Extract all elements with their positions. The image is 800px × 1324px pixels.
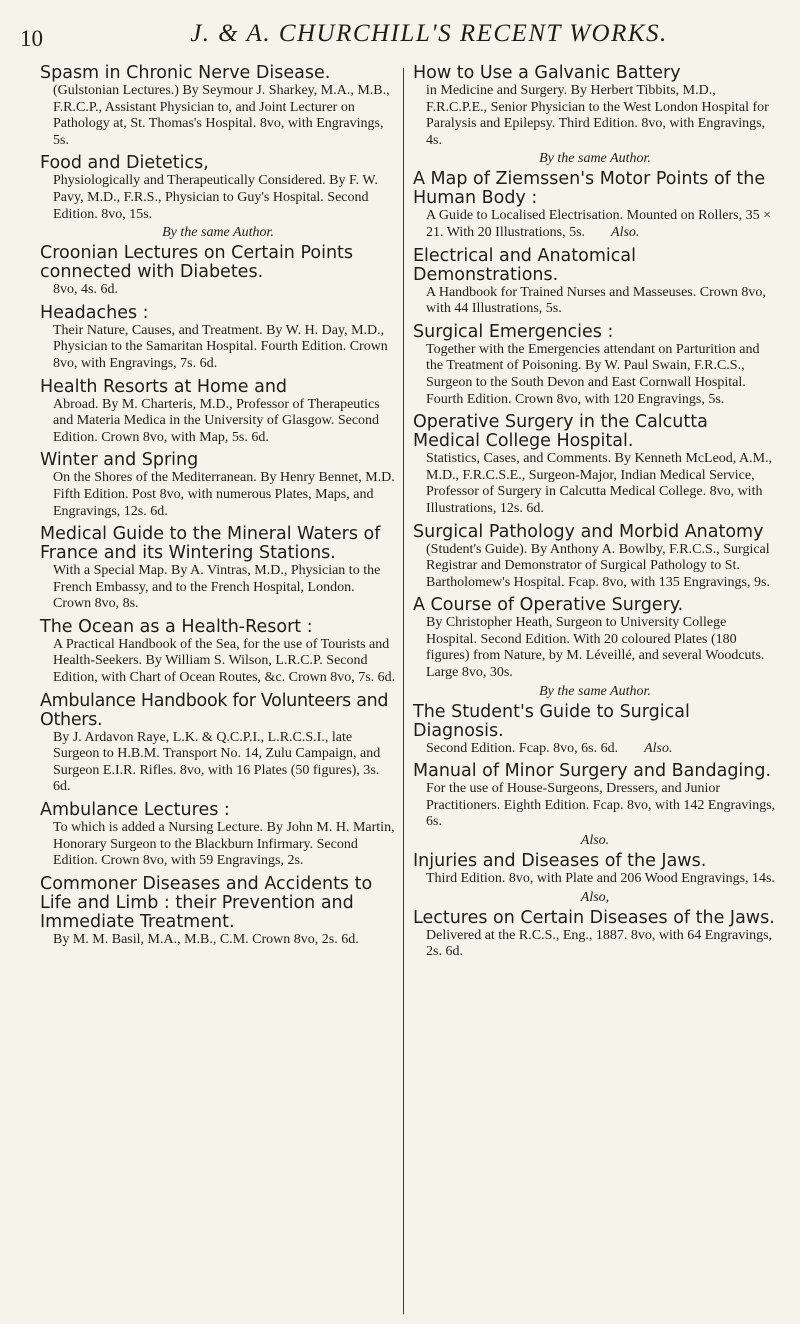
book-description: For the use of House-Surgeons, Dressers, and Junior Practitioners. Eighth Edition. Fcap. 8vo, with 142 Engravings, 6s. <box>426 781 776 830</box>
book-title: A Course of Operative Surgery. <box>413 595 684 616</box>
book-title: The Student's Guide to Surgical Diagnosis. <box>413 701 690 741</box>
book-description: (Gulstonian Lectures.) By Seymour J. Sharkey, M.A., M.B., F.R.C.P., Assistant Physician to, and Joint Lecturer on Pathology at, St. Thomas's Hospital. 8vo, with Engravings, 5s. <box>53 83 390 148</box>
book-entry <box>40 304 396 373</box>
book-title: Commoner Diseases and Accidents to Life and Limb : their Prevention and Immediate Treatment. <box>40 873 373 932</box>
book-title: Croonian Lectures on Certain Points connected with Diabetes. <box>40 243 354 283</box>
book-title: Operative Surgery in the Calcutta Medical College Hospital. <box>413 412 708 452</box>
book-entry <box>40 154 396 242</box>
book-description: (Student's Guide). By Anthony A. Bowlby, F.R.C.S., Surgical Registrar and Demonstrator of Surgical Pathology to St. Bartholomew's Hospital. Fcap. 8vo, with 135 Engravings, 9s. <box>426 541 770 590</box>
book-description: By M. M. Basil, M.A., M.B., C.M. Crown 8vo, 2s. 6d. <box>53 931 359 947</box>
book-description: Delivered at the R.C.S., Eng., 1887. 8vo, with 64 Engravings, 2s. 6d. <box>426 927 773 960</box>
book-entry <box>40 64 396 149</box>
book-entry <box>413 170 777 241</box>
book-description: A Practical Handbook of the Sea, for the use of Tourists and Health-Seekers. By William S. Wilson, L.R.C.P. Second Edition, with Chart of Ocean Routes, &c. Crown 8vo, 7s. 6d. <box>53 636 396 686</box>
book-description <box>426 741 777 758</box>
same-author-note: By the same Author. <box>539 151 651 167</box>
book-entry <box>413 64 777 168</box>
also-note: Also, <box>580 889 610 905</box>
book-entry <box>40 875 396 949</box>
book-description: in Medicine and Surgery. By Herbert Tibbits, M.D., F.R.C.P.E., Senior Physician to the West London Hospital for Paralysis and Epilepsy. Third Edition. 8vo, with Engravings, 4s. <box>426 83 769 148</box>
book-description-text: A Guide to Localised Electrisation. Mounted on Rollers, 35 × 21. With 20 Illustrations, 5s. <box>426 208 772 240</box>
same-author-note: By the same Author. <box>162 225 274 241</box>
book-description: Together with the Emergencies attendant on Parturition and the Treatment of Poisoning. By W. Paul Swain, F.R.C.S., Surgeon to the South Devon and East Cornwall Hospital. Fourth Edition. Crown 8vo, with 120 Engravings, 5s. <box>426 341 760 407</box>
book-entry <box>40 692 396 796</box>
book-entry <box>413 852 777 907</box>
book-entry <box>413 323 777 408</box>
book-entry <box>40 451 396 520</box>
column-divider <box>403 68 404 1314</box>
book-title: Headaches : <box>40 302 149 323</box>
also-note: Also. <box>580 833 610 849</box>
page-number: 10 <box>20 26 43 51</box>
book-title: Spasm in Chronic Nerve Disease. <box>40 63 331 83</box>
book-description-text: Second Edition. Fcap. 8vo, 6s. 6d. <box>426 740 619 756</box>
book-title: Food and Dietetics, <box>40 153 209 174</box>
book-description: 8vo, 4s. 6d. <box>53 282 118 298</box>
book-description: By J. Ardavon Raye, L.K. & Q.C.P.I., L.R.C.S.I., late Surgeon to H.B.M. Transport No. 14, Zulu Campaign, and Surgeon E.I.R. Rifles. 8vo, with 16 Plates (50 figures), 3s. 6d. <box>53 729 381 795</box>
book-title: Injuries and Diseases of the Jaws. <box>413 851 707 872</box>
book-entry <box>413 413 777 517</box>
book-entry <box>40 525 396 613</box>
also-note: Also. <box>644 740 673 756</box>
book-description <box>426 208 777 241</box>
book-title: Surgical Emergencies : <box>413 321 614 342</box>
book-title: Winter and Spring <box>40 450 199 471</box>
book-description: By Christopher Heath, Surgeon to University College Hospital. Second Edition. With 20 coloured Plates (180 figures) from Nature, by M. Léveillé, and several Woodcuts. Large 8vo, 30s. <box>426 615 765 681</box>
book-description: Statistics, Cases, and Comments. By Kenneth McLeod, A.M., M.D., F.R.C.S.E., Surgeon-Major, Indian Medical Service, Professor of Surgery in Calcutta Medical College. 8vo, with Illustrations, 12s. 6d. <box>426 451 773 516</box>
book-entry <box>413 596 777 700</box>
book-entry <box>413 703 777 758</box>
also-note: Also. <box>611 224 640 240</box>
book-title: The Ocean as a Health-Resort : <box>40 616 313 637</box>
book-title: Electrical and Anatomical Demonstrations. <box>413 245 636 285</box>
book-entry <box>40 801 396 870</box>
book-description: Physiologically and Therapeutically Considered. By F. W. Pavy, M.D., F.R.S., Physician to Guy's Hospital. Second Edition. 8vo, 15s. <box>53 173 378 222</box>
book-entry <box>413 523 777 592</box>
book-description: Third Edition. 8vo, with Plate and 206 Wood Engravings, 14s. <box>426 871 775 887</box>
book-description: Their Nature, Causes, and Treatment. By W. H. Day, M.D., Physician to the Samaritan Hospital. Fourth Edition. Crown 8vo, with Engravings, 7s. 6d. <box>53 322 388 371</box>
book-title: Medical Guide to the Mineral Waters of France and its Wintering Stations. <box>40 524 381 564</box>
book-description: Abroad. By M. Charteris, M.D., Professor of Therapeutics and Materia Medica in the University of Glasgow. Second Edition. Crown 8vo, with Map, 5s. 6d. <box>53 396 380 445</box>
book-description: To which is added a Nursing Lecture. By John M. H. Martin, Honorary Surgeon to the Blackburn Infirmary. Second Edition. Crown 8vo, with 59 Engravings, 2s. <box>53 820 395 869</box>
book-title: Health Resorts at Home and <box>40 376 288 397</box>
two-column-catalogue <box>0 64 800 1324</box>
left-column <box>40 64 396 1324</box>
book-title: Manual of Minor Surgery and Bandaging. <box>413 761 772 782</box>
book-entry <box>413 762 777 850</box>
book-title: Lectures on Certain Diseases of the Jaws. <box>413 907 775 928</box>
book-description: With a Special Map. By A. Vintras, M.D., Physician to the French Embassy, and to the French Hospital, London. Crown 8vo, 8s. <box>53 563 381 612</box>
book-title: Ambulance Handbook for Volunteers and Others. <box>40 690 389 730</box>
book-title: A Map of Ziemssen's Motor Points of the Human Body : <box>413 169 766 209</box>
book-description: On the Shores of the Mediterranean. By Henry Bennet, M.D. Fifth Edition. Post 8vo, with numerous Plates, Maps, and Engravings, 12s. 6d. <box>53 470 395 519</box>
right-column <box>413 64 777 1324</box>
same-author-note: By the same Author. <box>539 683 651 699</box>
running-title: J. & A. CHURCHILL'S RECENT WORKS. <box>190 20 668 47</box>
book-title: Surgical Pathology and Morbid Anatomy <box>413 521 764 542</box>
book-title: Ambulance Lectures : <box>40 800 230 821</box>
page-header <box>0 20 800 60</box>
book-entry <box>40 378 396 447</box>
book-title: How to Use a Galvanic Battery <box>413 63 681 83</box>
book-entry <box>413 247 777 318</box>
book-description: A Handbook for Trained Nurses and Masseuses. Crown 8vo, with 44 Illustrations, 5s. <box>426 284 766 317</box>
book-entry <box>40 244 396 299</box>
book-entry <box>40 618 396 687</box>
book-entry <box>413 909 777 961</box>
